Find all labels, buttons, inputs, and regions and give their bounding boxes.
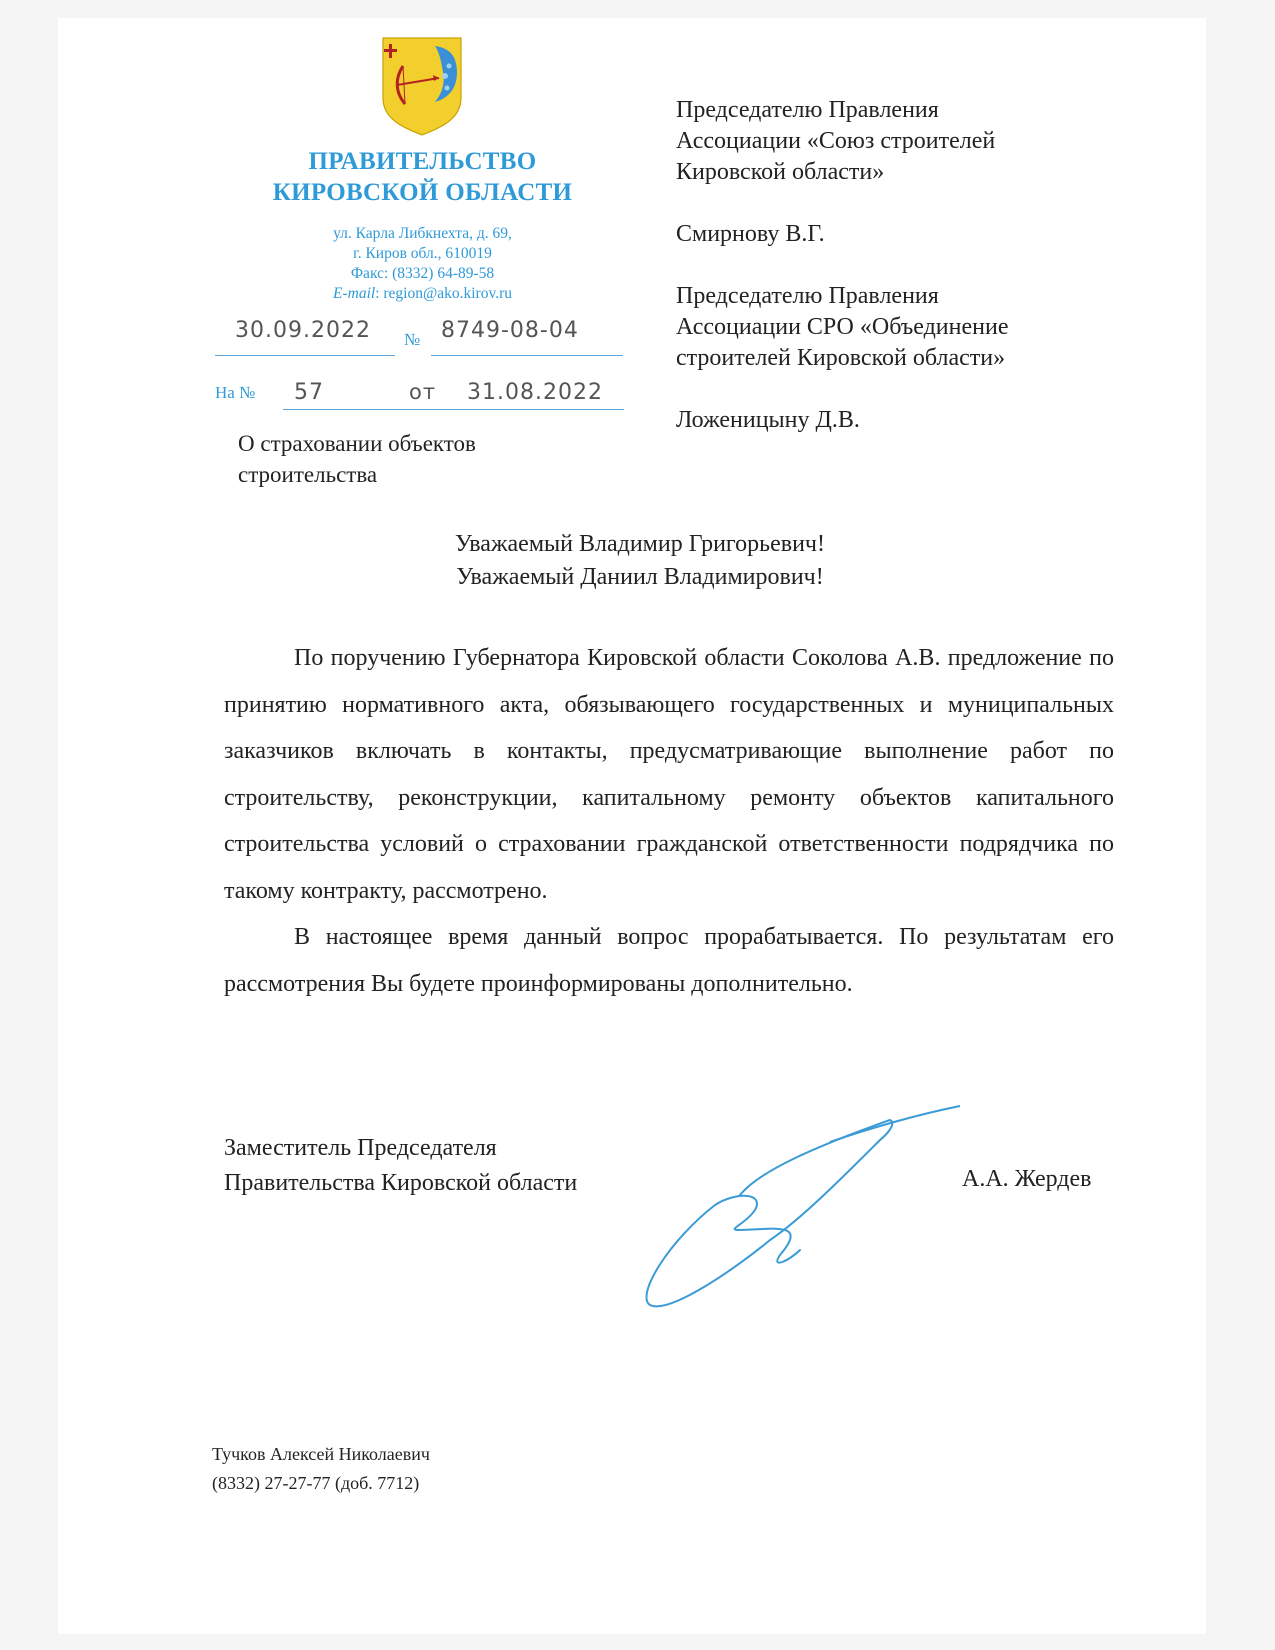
letter-subject bbox=[238, 428, 476, 490]
address-line1: ул. Карла Либкнехта, д. 69, bbox=[333, 225, 512, 242]
executor-phone: (8332) 27-27-77 (доб. 7712) bbox=[212, 1473, 420, 1493]
signatory-title-line2: Правительства Кировской области bbox=[224, 1170, 578, 1196]
outgoing-number-line bbox=[431, 355, 623, 356]
reply-from-label: от bbox=[409, 380, 437, 404]
recipient-1: Председателю Правления Ассоциации «Союз строителей Кировской области» bbox=[676, 97, 996, 185]
recipient-2: Председателю Правления Ассоциации СРО «Объединение строителей Кировской области» bbox=[676, 283, 1009, 371]
signatory-name: А.А. Жердев bbox=[962, 1166, 1092, 1192]
executor-info bbox=[212, 1440, 430, 1498]
subject-line2: строительства bbox=[238, 462, 378, 487]
reply-date: 31.08.2022 bbox=[467, 380, 603, 405]
organization-name-line1: ПРАВИТЕЛЬСТВО bbox=[308, 148, 537, 175]
outgoing-date: 30.09.2022 bbox=[235, 318, 371, 343]
letter-body bbox=[224, 635, 1114, 1007]
signatory-title bbox=[224, 1131, 577, 1201]
number-label: № bbox=[404, 330, 421, 349]
reply-number: 57 bbox=[294, 380, 324, 405]
subject-line1: О страховании объектов bbox=[238, 431, 476, 456]
recipient-1-name: Смирнову В.Г. bbox=[676, 221, 825, 247]
organization-name-line2: КИРОВСКОЙ ОБЛАСТИ bbox=[272, 179, 573, 206]
reply-line bbox=[283, 409, 624, 410]
body-paragraph-1: По поручению Губернатора Кировской области Соколова А.В. предложение по принятию нормативного акта, обязывающего государственных и муниципальных заказчиков включать в контакты, предусматривающие выполнение работ по строительству, реконструкции, капитальному ремонту объектов капитального строительства условий о страховании гражданской ответственности подрядчика по такому контракту, рассмотрено. bbox=[224, 645, 1114, 904]
organization-address bbox=[240, 224, 605, 304]
greeting-line1: Уважаемый Владимир Григорьевич! bbox=[454, 531, 825, 557]
email-line bbox=[240, 284, 605, 304]
greeting bbox=[300, 528, 980, 594]
executor-name: Тучков Алексей Николаевич bbox=[212, 1444, 430, 1464]
address-line2: г. Киров обл., 610019 bbox=[353, 245, 492, 262]
body-paragraph-2: В настоящее время данный вопрос прорабатывается. По результатам его рассмотрения Вы будете проинформированы дополнительно. bbox=[224, 924, 1114, 997]
email-value: : region@ako.kirov.ru bbox=[375, 285, 512, 302]
organization-name bbox=[200, 146, 645, 208]
email-label: E-mail bbox=[333, 285, 376, 302]
recipient-2-name: Ложеницыну Д.В. bbox=[676, 407, 860, 433]
coat-of-arms-emblem bbox=[381, 36, 463, 136]
signatory-title-line1: Заместитель Председателя bbox=[224, 1135, 497, 1161]
outgoing-date-line bbox=[215, 355, 395, 356]
handwritten-signature bbox=[630, 1100, 990, 1330]
outgoing-number: 8749-08-04 bbox=[441, 318, 579, 343]
fax-line: Факс: (8332) 64-89-58 bbox=[350, 265, 495, 282]
reply-label: На № bbox=[215, 383, 256, 402]
recipients-block bbox=[676, 95, 1008, 467]
greeting-line2: Уважаемый Даниил Владимирович! bbox=[456, 564, 824, 590]
